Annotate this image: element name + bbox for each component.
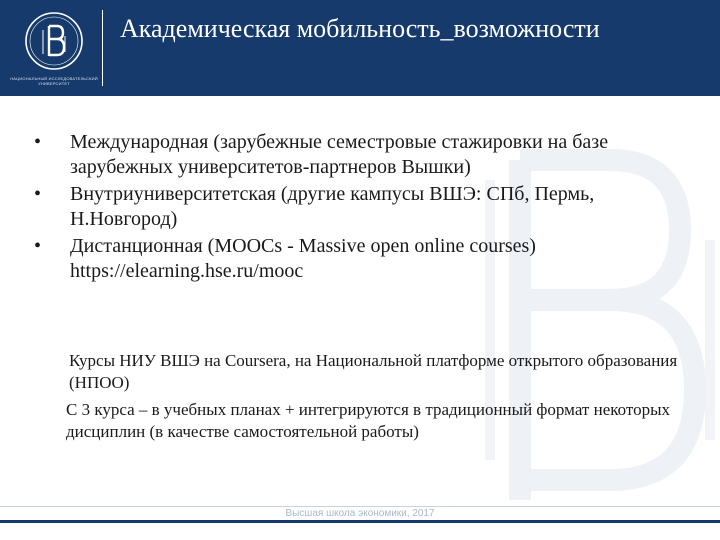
- list-item: [32, 130, 692, 180]
- bullet-list: [32, 130, 692, 286]
- footer-divider: [0, 506, 720, 507]
- bullet-text: Дистанционная (MOOCs - Massive open online courses) https://elearning.hse.ru/mooc: [70, 235, 536, 282]
- bullet-dot-icon: •: [34, 131, 42, 153]
- bullet-dot-icon: •: [34, 183, 42, 205]
- note-paragraph: С 3 курса – в учебных планах + интегрируются в традиционный формат некоторых дисциплин (в качестве самостоятельной работы): [66, 400, 671, 441]
- footer-text: Высшая школа экономики, 2017: [285, 508, 435, 519]
- bullet-dot-icon: •: [34, 235, 42, 257]
- header-divider: [102, 10, 103, 86]
- slide-title: Академическая мобильность_возможности: [120, 14, 600, 43]
- footer-bar: [0, 520, 720, 523]
- bullet-text: Международная (зарубежные семестровые стажировки на базе зарубежных университетов-партнеров Вышки): [70, 131, 609, 178]
- list-item: [32, 182, 692, 232]
- list-item: [32, 234, 692, 284]
- notes-block: [66, 350, 686, 448]
- note-paragraph: Курсы НИУ ВШЭ на Coursera, на Национальной платформе открытого образования (НПОО): [69, 351, 678, 392]
- bullet-text: Внутриуниверситетская (другие кампусы ВШЭ: СПб, Пермь, Н.Новгород): [70, 183, 595, 230]
- header-bar: [0, 0, 720, 96]
- logo-caption: НАЦИОНАЛЬНЫЙ ИССЛЕДОВАТЕЛЬСКИЙ УНИВЕРСИТЕТ: [10, 76, 98, 86]
